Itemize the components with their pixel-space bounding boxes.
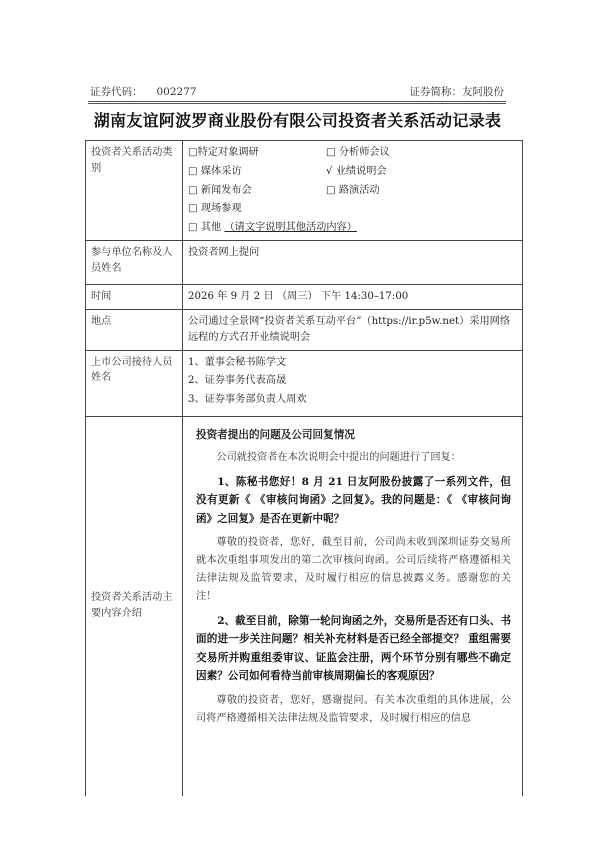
qa-intro: 公司就投资者在本次说明会中提出的问题进行了回复： — [216, 451, 461, 463]
option-analyst-meeting: □ 分析师会议 — [326, 147, 390, 158]
stock-code-value: 002277 — [156, 86, 197, 98]
row-location — [86, 309, 523, 350]
stock-code — [90, 84, 197, 99]
label-participants: 参与单位名称及人员姓名 — [86, 241, 183, 285]
question-1: 1、陈秘书您好！8 月 21 日友阿股份披露了一系列文件，但没有更新《 《审核问询函》之回复》。我的问题是：《 《审核问询函》之回复》是否在更新中呢？ — [196, 475, 511, 525]
option-earnings-briefing: √ 业绩说明会 — [326, 165, 387, 177]
document-header — [90, 84, 504, 99]
reception-staff-item: 2、证券事务代表高晟 — [188, 375, 287, 387]
option-other-description: （请文字说明其他活动内容） — [224, 222, 357, 234]
label-main-content: 投资者关系活动主要内容介绍 — [86, 416, 183, 796]
option-roadshow: □ 路演活动 — [326, 184, 380, 196]
stock-code-label: 证券代码： — [90, 86, 143, 98]
row-main-content — [86, 416, 523, 796]
answer-2: 尊敬的投资者，您好，感谢提问。有关本次重组的具体进展，公司将严格遵循相关法律法规及监管要求，及时履行相应的信息 — [196, 694, 511, 724]
main-content-body — [188, 421, 517, 728]
option-other-label: □ 其他 — [188, 222, 222, 234]
reception-staff-item: 3、证券事务部负责人周欢 — [188, 394, 307, 406]
label-location: 地点 — [86, 309, 183, 350]
reception-staff-list — [183, 350, 523, 416]
location-value: 公司通过全景网“投资者关系互动平台”（https://ir.p5w.net）采用网络远程的方式召开业绩说明会 — [183, 309, 523, 350]
option-media-interview: □ 媒体采访 — [188, 165, 242, 177]
main-content-cell — [183, 416, 523, 796]
participants-value: 投资者网上提问 — [183, 241, 523, 285]
option-site-visit: □ 现场参观 — [188, 203, 242, 215]
row-participants — [86, 241, 523, 285]
time-value: 2026 年 9 月 2 日 （周三） 下午 14:30–17:00 — [183, 285, 523, 310]
option-specific-research: □特定对象调研 — [188, 147, 259, 158]
label-time: 时间 — [86, 285, 183, 310]
document-title: 湖南友谊阿波罗商业股份有限公司投资者关系活动记录表 — [93, 111, 502, 130]
label-reception-staff: 上市公司接待人员姓名 — [86, 350, 183, 416]
row-time — [86, 285, 523, 310]
question-2: 2、截至目前，除第一轮问询函之外，交易所是否还有口头、书面的进一步关注问题？相关补充材料是否已经全部提交？ 重组需要交易所并购重组委审议、证监会注册，两个环节分别有哪些不确定因素？公司如何看待当前审核周期偏长的客观原因？ — [196, 614, 511, 683]
reception-staff-item: 1、董事会秘书陈学文 — [188, 356, 287, 368]
label-activity-category: 投资者关系活动类别 — [86, 141, 183, 241]
answer-1: 尊敬的投资者，您好，截至目前，公司尚未收到深圳证券交易所就本次重组事项发出的第二次审核问询函。公司后续将严格遵循相关法律法规及监管要求，及时履行相应的信息披露义务。感谢您的关注！ — [196, 537, 511, 602]
row-reception-staff — [86, 350, 523, 416]
row-activity-category — [86, 141, 523, 241]
option-press-conference: □ 新闻发布会 — [188, 184, 252, 196]
header-rule-bottom — [88, 103, 506, 104]
option-other — [188, 220, 517, 236]
activity-record-table — [85, 140, 523, 796]
activity-category-options — [183, 141, 523, 241]
header-rule-top — [88, 101, 506, 102]
stock-abbreviation: 证券简称：友阿股份 — [409, 86, 504, 98]
qa-heading: 投资者提出的问题及公司回复情况 — [196, 428, 355, 441]
